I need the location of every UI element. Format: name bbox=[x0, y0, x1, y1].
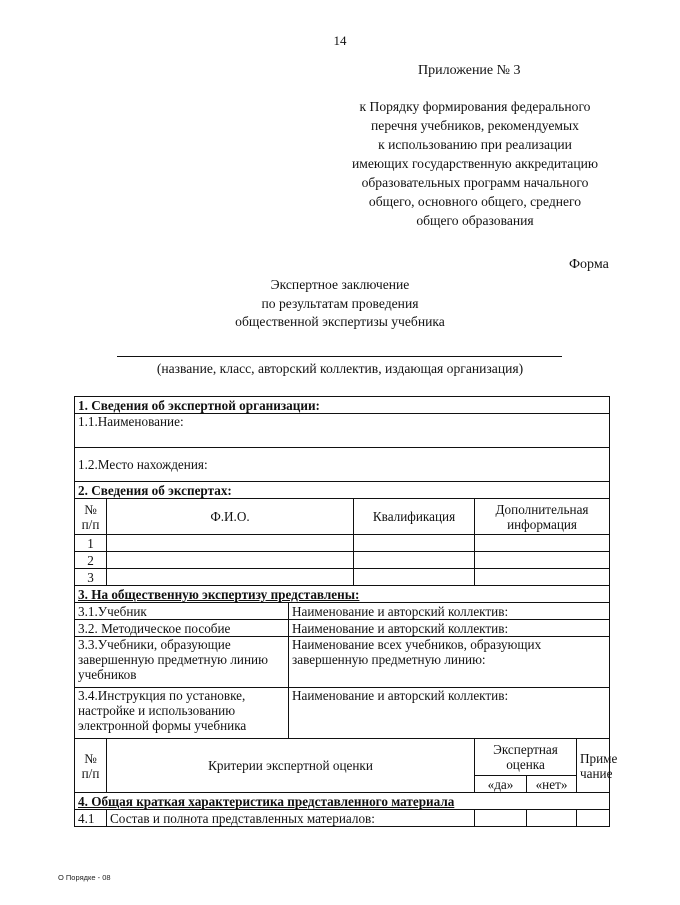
textbook-line-label: 3.3.Учебники, образующие завершенную предметную линию учебников bbox=[75, 637, 289, 688]
section-header-row bbox=[75, 586, 610, 603]
org-location-field: 1.2.Место нахождения: bbox=[75, 448, 610, 482]
assessment-no-header: «нет» bbox=[527, 776, 577, 793]
appendix-line: образовательных программ начального bbox=[361, 175, 589, 190]
appendix-number: Приложение № 3 bbox=[418, 63, 521, 78]
cell-empty bbox=[107, 535, 354, 552]
row-number: 1 bbox=[75, 535, 107, 552]
row-number: 3 bbox=[75, 569, 107, 586]
section-header-row bbox=[75, 397, 610, 414]
criterion-text: Состав и полнота представленных материалов: bbox=[107, 810, 475, 827]
cell-empty bbox=[107, 569, 354, 586]
criteria-header: Критерии экспертной оценки bbox=[107, 739, 475, 793]
section-header-row bbox=[75, 793, 610, 810]
row-number: 2 bbox=[75, 552, 107, 569]
appendix-reference bbox=[320, 97, 630, 230]
cell-empty bbox=[577, 810, 610, 827]
manual-label: 3.2. Методическое пособие bbox=[75, 620, 289, 637]
document-title bbox=[150, 276, 530, 332]
section2-header: 2. Сведения об экспертах: bbox=[75, 482, 610, 499]
cell-empty bbox=[475, 569, 610, 586]
row-number: 4.1 bbox=[75, 810, 107, 827]
appendix-line: общего образования bbox=[416, 213, 534, 228]
textbook-field: Наименование и авторский коллектив: bbox=[289, 603, 610, 620]
assessment-header: Экспертная оценка bbox=[475, 739, 577, 776]
form-label: Форма bbox=[569, 257, 609, 272]
table-header-row bbox=[75, 739, 610, 776]
section-header-row bbox=[75, 482, 610, 499]
cell-empty bbox=[354, 569, 475, 586]
appendix-line: к использованию при реализации bbox=[378, 137, 572, 152]
table-row bbox=[75, 414, 610, 448]
org-name-field: 1.1.Наименование: bbox=[75, 414, 610, 448]
cell-empty bbox=[527, 810, 577, 827]
table-header-row bbox=[75, 499, 610, 535]
table-row bbox=[75, 569, 610, 586]
section4-header: 4. Общая краткая характеристика представленного материала bbox=[75, 793, 610, 810]
appendix-line: перечня учебников, рекомендуемых bbox=[371, 118, 579, 133]
appendix-line: имеющих государственную аккредитацию bbox=[351, 156, 599, 171]
col-additional-info-header: Дополнительная информация bbox=[475, 499, 610, 535]
section1-header: 1. Сведения об экспертной организации: bbox=[75, 397, 610, 414]
instruction-field: Наименование и авторский коллектив: bbox=[289, 688, 610, 739]
cell-empty bbox=[354, 552, 475, 569]
table-row bbox=[75, 448, 610, 482]
footer-note: О Порядке - 08 bbox=[58, 873, 111, 882]
manual-field: Наименование и авторский коллектив: bbox=[289, 620, 610, 637]
table-row bbox=[75, 810, 610, 827]
fill-in-caption: (название, класс, авторский коллектив, издающая организация) bbox=[156, 361, 524, 376]
cell-empty bbox=[475, 552, 610, 569]
cell-empty bbox=[475, 810, 527, 827]
textbook-line-field: Наименование всех учебников, образующих завершенную предметную линию: bbox=[289, 637, 610, 688]
expert-conclusion-table bbox=[74, 396, 618, 827]
cell-empty bbox=[354, 535, 475, 552]
col-qualification-header: Квалификация bbox=[354, 499, 475, 535]
title-line: по результатам проведения bbox=[261, 295, 419, 311]
table-row bbox=[75, 535, 610, 552]
instruction-label: 3.4.Инструкция по установке, настройке и использованию электронной формы учебника bbox=[75, 688, 289, 739]
appendix-line: к Порядку формирования федерального bbox=[359, 99, 591, 114]
cell-empty bbox=[475, 535, 610, 552]
cell-empty bbox=[107, 552, 354, 569]
table-row bbox=[75, 637, 610, 688]
table-row bbox=[75, 620, 610, 637]
page-number: 14 bbox=[333, 33, 347, 48]
table-row bbox=[75, 688, 610, 739]
fill-in-line bbox=[117, 356, 562, 357]
col-fio-header: Ф.И.О. bbox=[107, 499, 354, 535]
table-row bbox=[75, 552, 610, 569]
textbook-label: 3.1.Учебник bbox=[75, 603, 289, 620]
table-row bbox=[75, 603, 610, 620]
col-number-header: № п/п bbox=[75, 499, 107, 535]
title-line: Экспертное заключение bbox=[270, 277, 410, 292]
title-line: общественной экспертизы учебника bbox=[235, 314, 445, 329]
assessment-yes-header: «да» bbox=[475, 776, 527, 793]
note-header: Приме чание bbox=[577, 739, 610, 793]
criteria-number-header: № п/п bbox=[75, 739, 107, 793]
section3-header: 3. На общественную экспертизу представлены: bbox=[75, 586, 610, 603]
appendix-line: общего, основного общего, среднего bbox=[368, 194, 582, 209]
